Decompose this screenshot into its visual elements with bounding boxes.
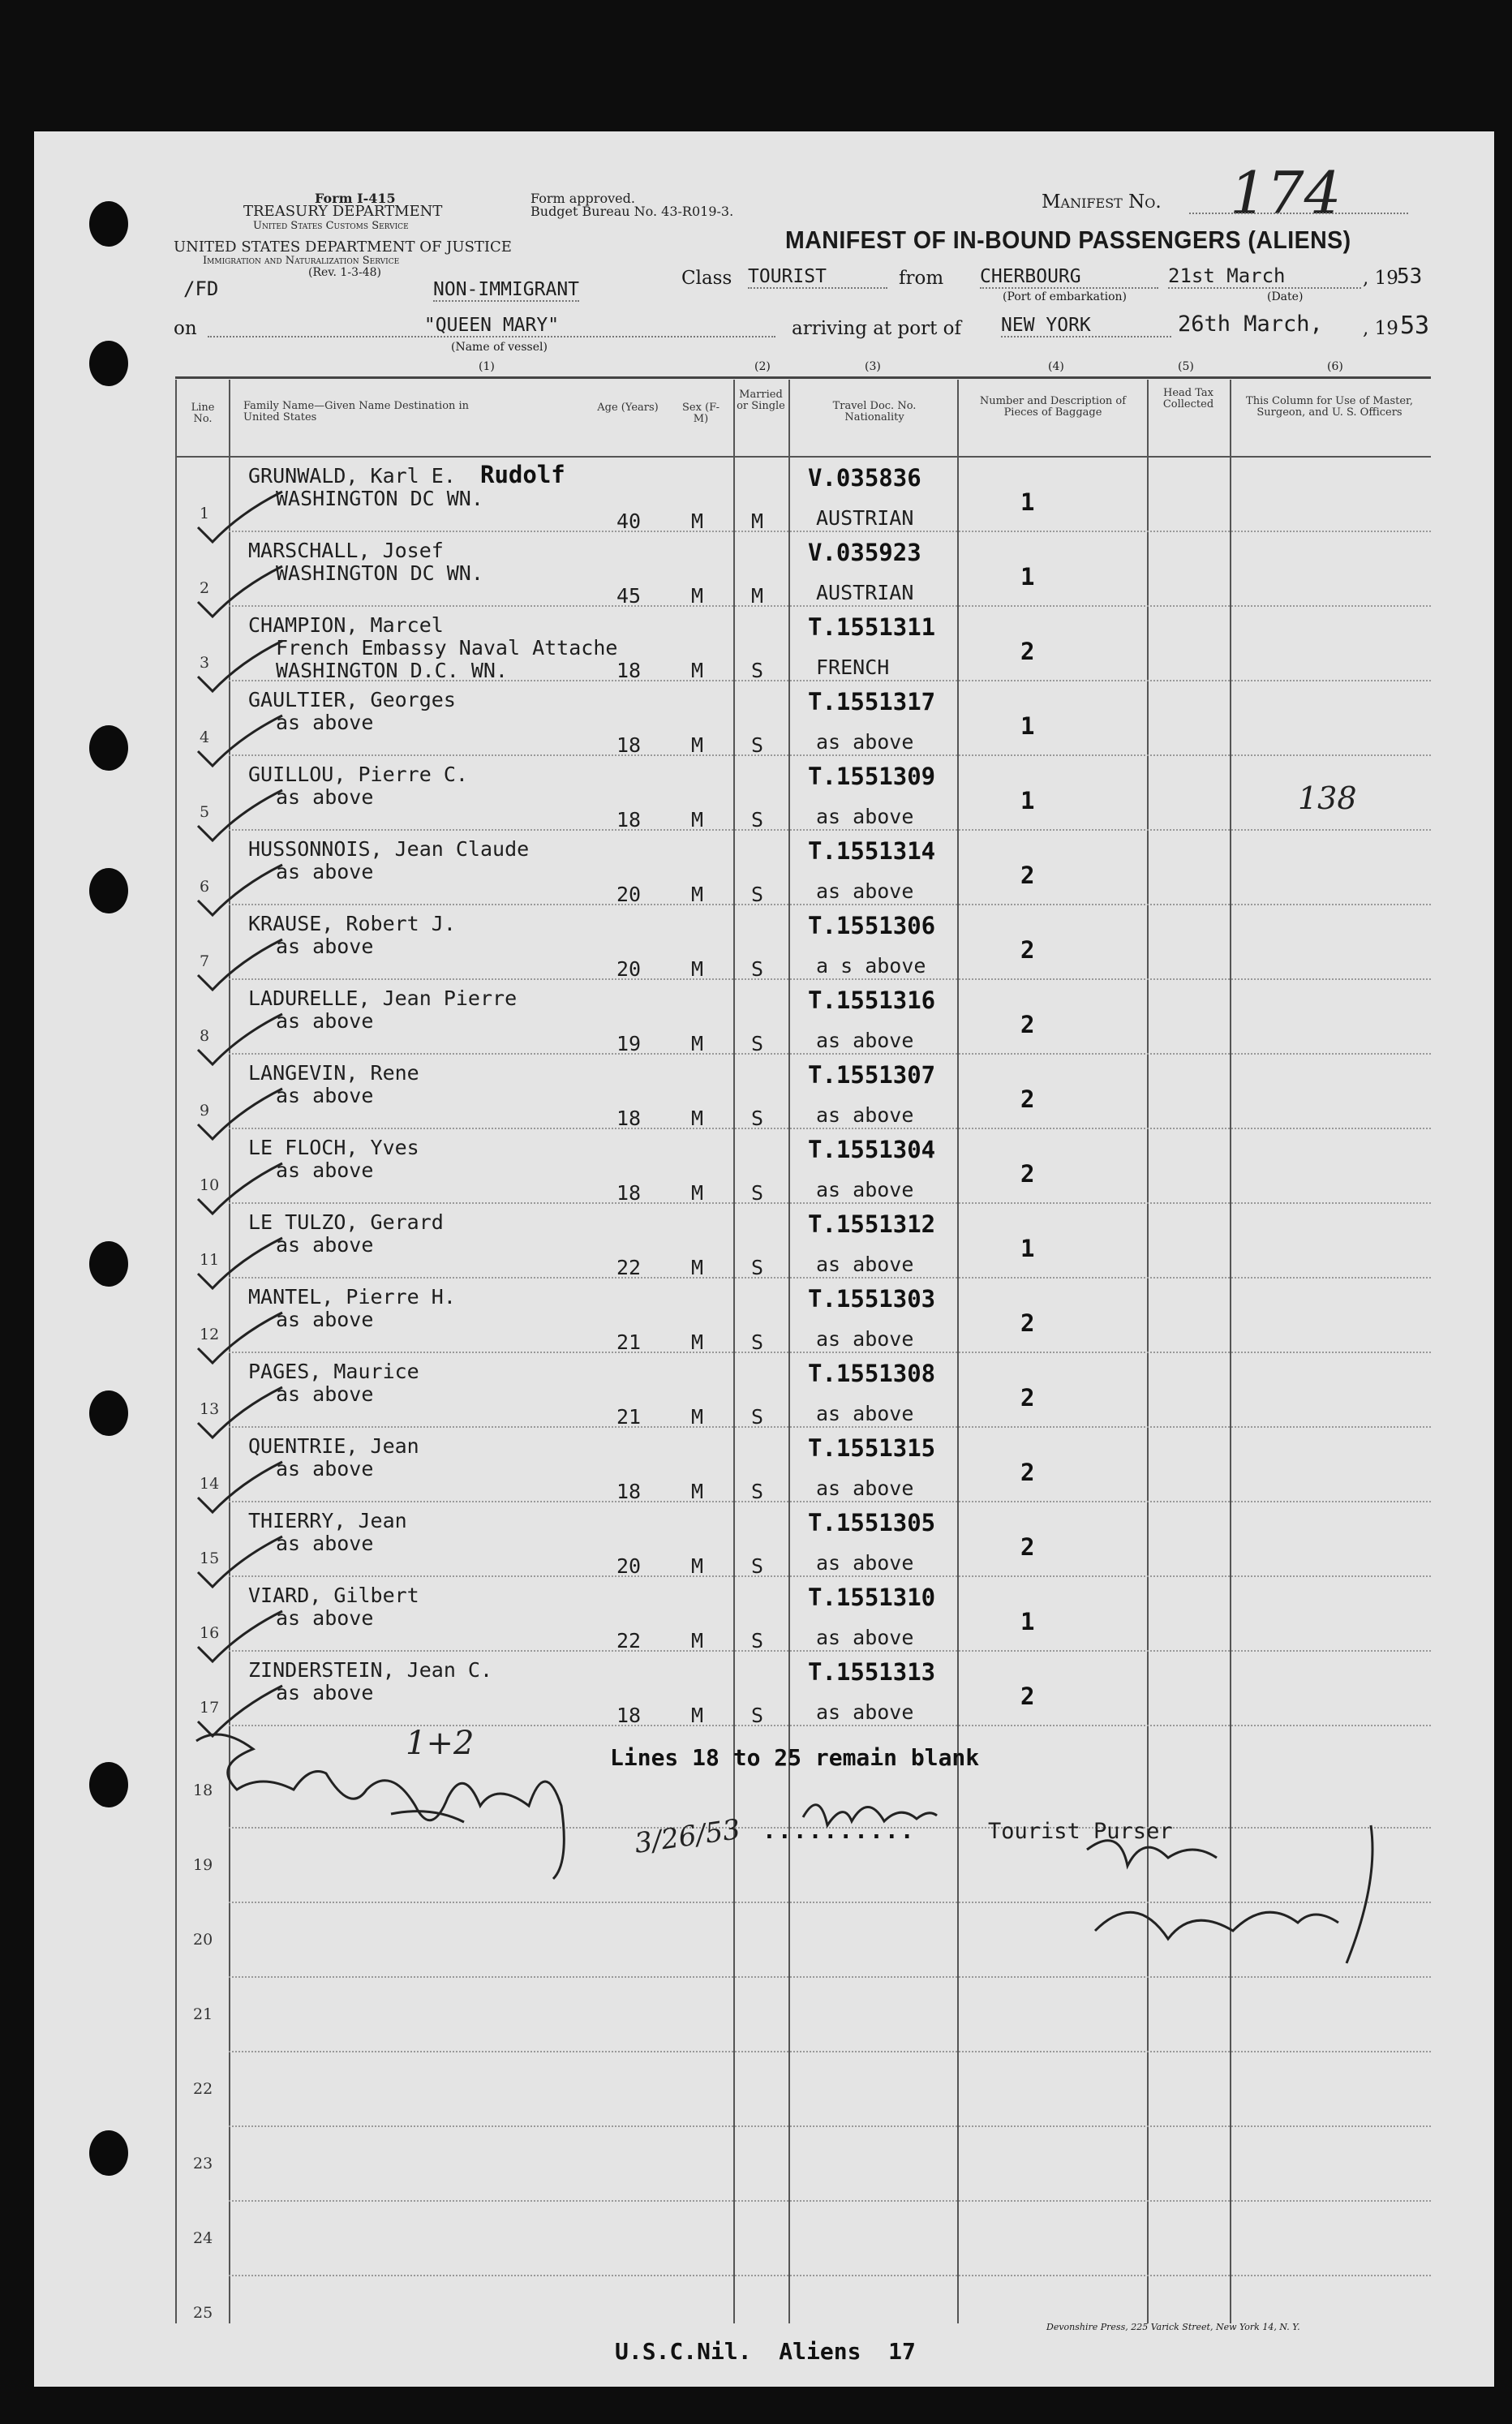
destination: as above	[276, 711, 374, 734]
line-number: 8	[200, 1027, 210, 1045]
blank-line-number: 21	[193, 2005, 213, 2023]
marital-status: S	[751, 1330, 764, 1354]
table-row	[0, 1206, 1512, 1280]
blank-line-number: 22	[193, 2080, 213, 2098]
purser-dots: ..........	[762, 1817, 916, 1844]
table-row	[0, 907, 1512, 982]
nationality: as above	[816, 1476, 914, 1500]
departure-year: 53	[1397, 264, 1423, 289]
nationality: AUSTRIAN	[816, 506, 914, 530]
embarkation-label: (Port of embarkation)	[1003, 290, 1127, 303]
baggage-count: 1	[1020, 712, 1035, 740]
col-header-baggage: Number and Description of Pieces of Baggage	[979, 395, 1127, 419]
line-number: 11	[200, 1251, 220, 1269]
marital-status: S	[751, 733, 764, 757]
treasury-department: TREASURY DEPARTMENT	[243, 203, 443, 220]
marital-status: S	[751, 1107, 764, 1130]
col-number: (5)	[1178, 360, 1194, 373]
manifest-number: 174	[1230, 159, 1342, 227]
marital-status: S	[751, 1554, 764, 1578]
col-header-line-no: Line No.	[191, 402, 215, 425]
travel-doc-no: T.1551311	[808, 613, 936, 641]
marital-status: M	[751, 509, 764, 533]
table-row	[0, 459, 1512, 534]
table-row	[0, 832, 1512, 907]
nationality: as above	[816, 1402, 914, 1425]
passenger-name: PAGES, Maurice	[248, 1360, 419, 1383]
nationality: FRENCH	[816, 655, 890, 679]
row-rule	[229, 1575, 1431, 1578]
destination: WASHINGTON DC WN.	[276, 561, 483, 585]
destination: as above	[276, 1532, 374, 1555]
table-row	[0, 1280, 1512, 1355]
travel-doc-no: T.1551309	[808, 763, 936, 790]
passenger-name: CHAMPION, Marcel	[248, 613, 444, 637]
vessel-label: (Name of vessel)	[451, 341, 548, 354]
destination: as above	[276, 1382, 374, 1406]
form-approved: Form approved.	[530, 191, 635, 206]
blank-line-number: 18	[193, 1781, 213, 1799]
annotation-date: 3/26/53	[632, 1813, 743, 1860]
passenger-name: GAULTIER, Georges	[248, 688, 456, 711]
col-header-age: Age (Years)	[597, 402, 659, 414]
row-rule	[229, 1277, 1431, 1279]
baggage-count: 2	[1020, 1160, 1035, 1188]
passenger-name: LE TULZO, Gerard	[248, 1210, 444, 1234]
col-number: (6)	[1327, 360, 1343, 373]
row-rule	[229, 1426, 1431, 1429]
passenger-name-extra: Rudolf	[480, 461, 565, 488]
sex: M	[691, 584, 704, 608]
fd-mark: /FD	[183, 277, 219, 300]
col-number: (2)	[754, 360, 771, 373]
punch-hole	[89, 341, 128, 386]
age: 20	[616, 883, 642, 906]
col-header-officers: This Column for Use of Master, Surgeon, and U. S. Officers	[1246, 395, 1413, 419]
line-number: 3	[200, 654, 210, 672]
destination: WASHINGTON DC WN.	[276, 487, 483, 510]
marital-status: S	[751, 883, 764, 906]
passenger-name: LE FLOCH, Yves	[248, 1136, 419, 1159]
marital-status: S	[751, 1181, 764, 1205]
arrival-year-label: , 19	[1363, 318, 1398, 339]
line-number: 16	[200, 1624, 220, 1642]
line-number: 9	[200, 1102, 210, 1120]
age: 19	[616, 1032, 642, 1055]
travel-doc-no: V.035923	[808, 539, 921, 566]
row-rule	[229, 754, 1431, 757]
sex: M	[691, 1181, 704, 1205]
sex: M	[691, 1330, 704, 1354]
age: 45	[616, 584, 642, 608]
line-number: 14	[200, 1475, 220, 1493]
travel-doc-no: T.1551306	[808, 912, 936, 939]
form-number: Form I-415	[315, 191, 396, 206]
baggage-count: 1	[1020, 1608, 1035, 1635]
table-row	[0, 1504, 1512, 1579]
printer-credit: Devonshire Press, 225 Varick Street, New York 14, N. Y.	[1046, 2322, 1300, 2332]
manifest-no-label: Manifest No.	[1042, 191, 1162, 213]
from-label: from	[899, 268, 944, 289]
officer-note: 138	[1298, 780, 1357, 816]
vessel-name: "QUEEN MARY"	[208, 315, 775, 337]
purser-title: Tourist Purser	[988, 1819, 1173, 1844]
destination: as above	[276, 1457, 374, 1481]
travel-doc-no: T.1551304	[808, 1136, 936, 1163]
passenger-name: KRAUSE, Robert J.	[248, 912, 456, 935]
status-field: NON-IMMIGRANT	[433, 279, 580, 300]
passenger-name: ZINDERSTEIN, Jean C.	[248, 1658, 493, 1682]
row-rule	[229, 1053, 1431, 1055]
nationality: as above	[816, 730, 914, 754]
blank-lines-note: Lines 18 to 25 remain blank	[610, 1744, 980, 1771]
punch-hole	[89, 1762, 128, 1807]
inspector-signature	[1071, 1817, 1411, 1983]
marital-status: M	[751, 584, 764, 608]
manifest-no-line	[1189, 213, 1408, 214]
travel-doc-no: T.1551305	[808, 1509, 936, 1536]
form-revision: (Rev. 1-3-48)	[308, 266, 381, 279]
table-row	[0, 1355, 1512, 1429]
marital-status: S	[751, 1480, 764, 1503]
col-number: (3)	[865, 360, 881, 373]
row-rule	[229, 2051, 1431, 2053]
passenger-name: QUENTRIE, Jean	[248, 1434, 419, 1458]
table-row	[0, 534, 1512, 608]
table-row	[0, 1056, 1512, 1131]
blank-line-number: 20	[193, 1931, 213, 1949]
age: 18	[616, 1704, 642, 1727]
baggage-count: 2	[1020, 1085, 1035, 1113]
age: 22	[616, 1629, 642, 1653]
marital-status: S	[751, 808, 764, 832]
customs-service: United States Customs Service	[253, 220, 409, 232]
passenger-name: MANTEL, Pierre H.	[248, 1285, 456, 1309]
age: 18	[616, 733, 642, 757]
class-label: Class	[681, 268, 732, 289]
col-number: (1)	[479, 360, 495, 373]
travel-doc-no: T.1551317	[808, 688, 936, 716]
travel-doc-no: T.1551315	[808, 1434, 936, 1462]
baggage-count: 2	[1020, 1384, 1035, 1412]
sex: M	[691, 659, 704, 682]
baggage-count: 1	[1020, 563, 1035, 591]
nationality: as above	[816, 805, 914, 828]
baggage-count: 2	[1020, 1011, 1035, 1038]
line-number: 4	[200, 728, 210, 746]
sex: M	[691, 957, 704, 981]
marital-status: S	[751, 1704, 764, 1727]
arrival-year: 53	[1400, 312, 1430, 340]
ins-service: Immigration and Naturalization Service	[203, 255, 400, 267]
age: 21	[616, 1405, 642, 1429]
bottom-reference: U.S.C.Nil. Aliens 17	[615, 2338, 916, 2365]
row-rule	[229, 1352, 1431, 1354]
age: 20	[616, 957, 642, 981]
nationality: AUSTRIAN	[816, 581, 914, 604]
row-rule	[229, 605, 1431, 608]
nationality: as above	[816, 1327, 914, 1351]
table-top-rule	[175, 376, 1431, 379]
row-rule	[229, 1128, 1431, 1130]
passenger-occupation: French Embassy Naval Attache	[276, 636, 618, 660]
passenger-name: GUILLOU, Pierre C.	[248, 763, 468, 786]
age: 18	[616, 1107, 642, 1130]
destination: as above	[276, 1233, 374, 1257]
row-rule	[229, 978, 1431, 981]
marital-status: S	[751, 1405, 764, 1429]
col-header-head-tax: Head Tax Collected	[1162, 387, 1214, 410]
table-row	[0, 1131, 1512, 1206]
arriving-label: arriving at port of	[792, 318, 961, 339]
baggage-count: 2	[1020, 862, 1035, 889]
passenger-name: LADURELLE, Jean Pierre	[248, 986, 518, 1010]
travel-doc-no: T.1551312	[808, 1210, 936, 1238]
class-value: TOURIST	[748, 266, 887, 289]
baggage-count: 2	[1020, 1683, 1035, 1710]
line-number: 13	[200, 1400, 220, 1418]
sex: M	[691, 1107, 704, 1130]
blank-line-number: 25	[193, 2304, 213, 2322]
table-row	[0, 1579, 1512, 1653]
marital-status: S	[751, 1256, 764, 1279]
line-number: 15	[200, 1549, 220, 1567]
nationality: as above	[816, 1551, 914, 1575]
line-number: 12	[200, 1326, 220, 1343]
row-rule	[229, 531, 1431, 533]
year-label: , 19	[1363, 268, 1398, 289]
table-row	[0, 683, 1512, 758]
passenger-name: VIARD, Gilbert	[248, 1584, 419, 1607]
nationality: a s above	[816, 954, 926, 978]
sex: M	[691, 1032, 704, 1055]
baggage-count: 2	[1020, 936, 1035, 964]
table-header-rule	[175, 456, 1431, 458]
row-rule	[229, 904, 1431, 906]
table-row	[0, 608, 1512, 683]
table-row	[0, 1429, 1512, 1504]
destination: as above	[276, 860, 374, 883]
table-row	[0, 758, 1512, 832]
col-header-name: Family Name—Given Name Destination in United States	[243, 400, 470, 423]
nationality: as above	[816, 1029, 914, 1052]
passenger-name: HUSSONNOIS, Jean Claude	[248, 837, 530, 861]
line-number: 17	[200, 1699, 220, 1717]
destination: as above	[276, 1606, 374, 1630]
nationality: as above	[816, 1700, 914, 1724]
on-label: on	[174, 318, 197, 339]
row-rule	[229, 2200, 1431, 2203]
col-header-married: Married or Single	[737, 389, 785, 412]
baggage-count: 2	[1020, 1533, 1035, 1561]
row-rule	[229, 1650, 1431, 1653]
departure-date: 21st March	[1168, 264, 1361, 289]
table-row	[0, 982, 1512, 1056]
blank-line-number: 24	[193, 2229, 213, 2247]
manifest-title: MANIFEST OF IN-BOUND PASSENGERS (ALIENS)	[785, 226, 1351, 254]
passenger-name: MARSCHALL, Josef	[248, 539, 444, 562]
line-number: 10	[200, 1176, 220, 1194]
travel-doc-no: T.1551313	[808, 1658, 936, 1686]
passenger-name: GRUNWALD, Karl E.	[248, 464, 456, 488]
line-number: 1	[200, 505, 210, 522]
row-rule	[229, 1501, 1431, 1503]
destination: as above	[276, 1158, 374, 1182]
destination: as above	[276, 935, 374, 958]
destination: as above	[276, 1084, 374, 1107]
age: 18	[616, 1480, 642, 1503]
col-number: (4)	[1048, 360, 1064, 373]
sex: M	[691, 1256, 704, 1279]
budget-bureau: Budget Bureau No. 43-R019-3.	[530, 204, 734, 219]
age: 21	[616, 1330, 642, 1354]
sex: M	[691, 808, 704, 832]
marital-status: S	[751, 1032, 764, 1055]
sex: M	[691, 1554, 704, 1578]
baggage-count: 2	[1020, 1459, 1035, 1486]
age: 18	[616, 808, 642, 832]
annotation-mark: 1+2	[406, 1725, 475, 1762]
marital-status: S	[751, 659, 764, 682]
line-number: 2	[200, 579, 210, 597]
sex: M	[691, 1480, 704, 1503]
travel-doc-no: T.1551316	[808, 986, 936, 1014]
embarkation-port: CHERBOURG	[980, 266, 1158, 289]
line-number: 5	[200, 803, 210, 821]
sex: M	[691, 733, 704, 757]
travel-doc-no: T.1551307	[808, 1061, 936, 1089]
date-label: (Date)	[1267, 290, 1304, 303]
age: 22	[616, 1256, 642, 1279]
sex: M	[691, 509, 704, 533]
line-number: 6	[200, 878, 210, 896]
travel-doc-no: T.1551308	[808, 1360, 936, 1387]
col-header-sex: Sex (F-M)	[682, 402, 719, 425]
sex: M	[691, 1405, 704, 1429]
destination: as above	[276, 1681, 374, 1704]
arrival-port: NEW YORK	[1001, 315, 1171, 337]
row-rule	[229, 680, 1431, 682]
punch-hole	[89, 201, 128, 247]
travel-doc-no: T.1551303	[808, 1285, 936, 1313]
marital-status: S	[751, 957, 764, 981]
punch-hole	[89, 2130, 128, 2176]
destination: WASHINGTON D.C. WN.	[276, 659, 508, 682]
department-of-justice: UNITED STATES DEPARTMENT OF JUSTICE	[174, 239, 512, 256]
travel-doc-no: V.035836	[808, 464, 921, 492]
row-rule	[229, 2125, 1431, 2128]
row-rule	[229, 829, 1431, 832]
sex: M	[691, 883, 704, 906]
travel-doc-no: T.1551310	[808, 1584, 936, 1611]
destination: as above	[276, 785, 374, 809]
age: 20	[616, 1554, 642, 1578]
baggage-count: 1	[1020, 1235, 1035, 1262]
age: 40	[616, 509, 642, 533]
sex: M	[691, 1704, 704, 1727]
row-rule	[229, 1202, 1431, 1205]
travel-doc-no: T.1551314	[808, 837, 936, 865]
blank-line-number: 19	[193, 1856, 213, 1874]
col-header-travel-doc: Travel Doc. No. Nationality	[832, 400, 917, 423]
age: 18	[616, 659, 642, 682]
nationality: as above	[816, 879, 914, 903]
destination: as above	[276, 1308, 374, 1331]
age: 18	[616, 1181, 642, 1205]
baggage-count: 1	[1020, 488, 1035, 516]
blank-line-number: 23	[193, 2155, 213, 2173]
nationality: as above	[816, 1626, 914, 1649]
baggage-count: 2	[1020, 1309, 1035, 1337]
marital-status: S	[751, 1629, 764, 1653]
passenger-name: THIERRY, Jean	[248, 1509, 407, 1532]
passenger-name: LANGEVIN, Rene	[248, 1061, 419, 1085]
nationality: as above	[816, 1103, 914, 1127]
nationality: as above	[816, 1253, 914, 1276]
row-rule	[229, 2275, 1431, 2277]
destination: as above	[276, 1009, 374, 1033]
sex: M	[691, 1629, 704, 1653]
baggage-count: 2	[1020, 638, 1035, 665]
nationality: as above	[816, 1178, 914, 1201]
line-number: 7	[200, 952, 210, 970]
arrival-date: 26th March,	[1178, 312, 1323, 337]
baggage-count: 1	[1020, 787, 1035, 814]
